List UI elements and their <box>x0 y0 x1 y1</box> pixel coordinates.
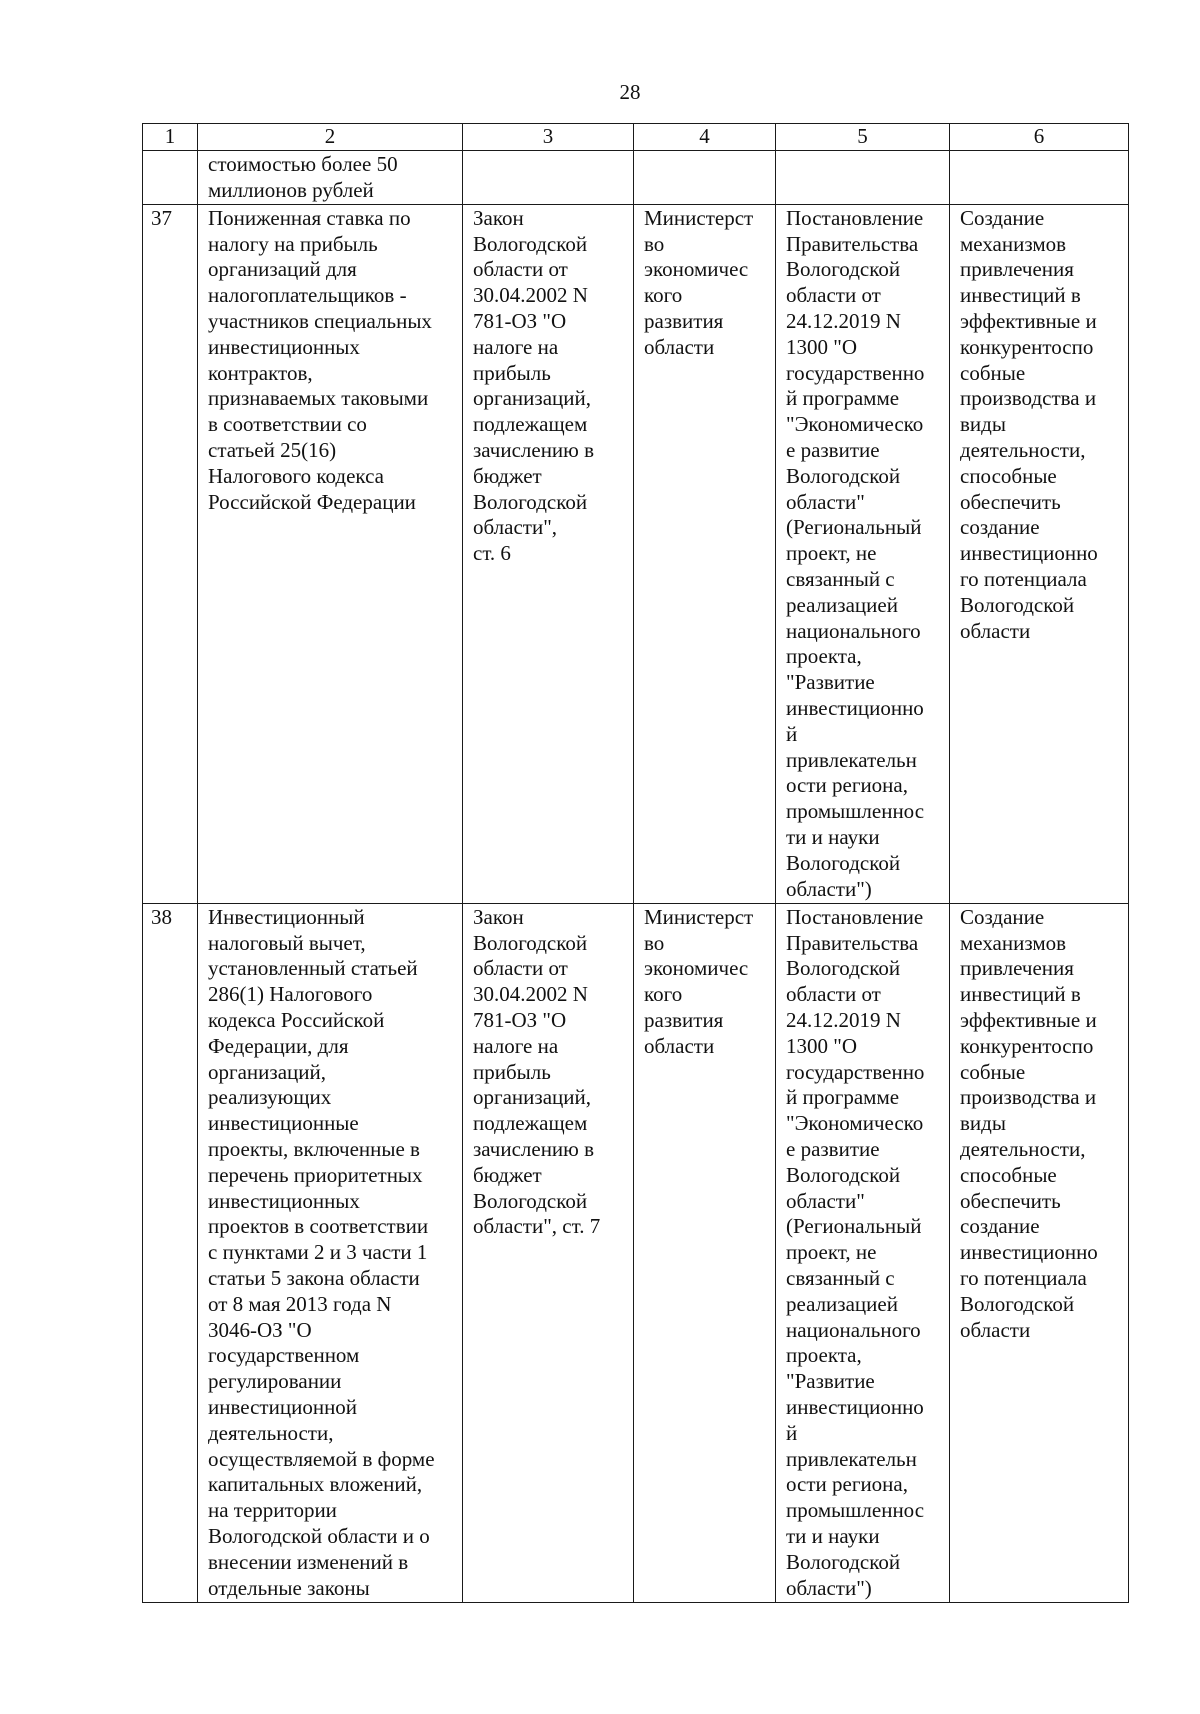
benefit-description-cell: Пониженная ставка по налогу на прибыль организаций для налогоплательщиков - участников специальных инвестиционных контрактов, признаваемых таковыми в соответствии со статьей 25(16) Налогового кодекса Российской Федерации <box>198 204 463 903</box>
table-row <box>143 204 1129 903</box>
page-number: 28 <box>619 80 641 104</box>
goal-cell: Создание механизмов привлечения инвестиций в эффективные и конкурентоспо собные производства и виды деятельности, способные обеспечить создание инвестиционно го потенциала Вологодской области <box>950 204 1129 903</box>
legal-act-cell <box>463 150 634 204</box>
column-number-4: 4 <box>634 124 776 151</box>
column-number-1: 1 <box>143 124 198 151</box>
column-number-3: 3 <box>463 124 634 151</box>
table-row <box>143 903 1129 1602</box>
curator-cell <box>634 150 776 204</box>
row-number-cell <box>143 150 198 204</box>
state-program-cell: Постановление Правительства Вологодской области от 24.12.2019 N 1300 "О государственно й программе "Экономическо е развитие Вологодской области" (Региональный проект, не связанный с реализацией национального проекта, "Развитие инвестиционно й привлекательн ости региона, промышленнос ти и науки Вологодской области") <box>776 204 950 903</box>
legal-act-cell: Закон Вологодской области от 30.04.2002 N 781-ОЗ "О налоге на прибыль организаций, подлежащем зачислению в бюджет Вологодской области", ст. 7 <box>463 903 634 1602</box>
benefit-description-cell: стоимостью более 50 миллионов рублей <box>198 150 463 204</box>
state-program-cell <box>776 150 950 204</box>
legal-act-cell: Закон Вологодской области от 30.04.2002 N 781-ОЗ "О налоге на прибыль организаций, подлежащем зачислению в бюджет Вологодской области", ст. 6 <box>463 204 634 903</box>
row-number-cell: 37 <box>143 204 198 903</box>
state-program-cell: Постановление Правительства Вологодской области от 24.12.2019 N 1300 "О государственно й программе "Экономическо е развитие Вологодской области" (Региональный проект, не связанный с реализацией национального проекта, "Развитие инвестиционно й привлекательн ости региона, промышленнос ти и науки Вологодской области") <box>776 903 950 1602</box>
column-number-2: 2 <box>198 124 463 151</box>
benefit-description-cell: Инвестиционный налоговый вычет, установленный статьей 286(1) Налогового кодекса Российской Федерации, для организаций, реализующих инвестиционные проекты, включенные в перечень приоритетных инвестиционных проектов в соответствии с пунктами 2 и 3 части 1 статьи 5 закона области от 8 мая 2013 года N 3046-ОЗ "О государственном регулировании инвестиционной деятельности, осуществляемой в форме капитальных вложений, на территории Вологодской области и о внесении изменений в отдельные законы <box>198 903 463 1602</box>
goal-cell: Создание механизмов привлечения инвестиций в эффективные и конкурентоспо собные производства и виды деятельности, способные обеспечить создание инвестиционно го потенциала Вологодской области <box>950 903 1129 1602</box>
tax-benefits-table <box>142 123 1129 1603</box>
table-row-continued <box>143 150 1129 204</box>
column-number-5: 5 <box>776 124 950 151</box>
curator-cell: Министерст во экономичес кого развития области <box>634 204 776 903</box>
goal-cell <box>950 150 1129 204</box>
column-number-6: 6 <box>950 124 1129 151</box>
column-number-header-row <box>143 124 1129 151</box>
curator-cell: Министерст во экономичес кого развития области <box>634 903 776 1602</box>
row-number-cell: 38 <box>143 903 198 1602</box>
